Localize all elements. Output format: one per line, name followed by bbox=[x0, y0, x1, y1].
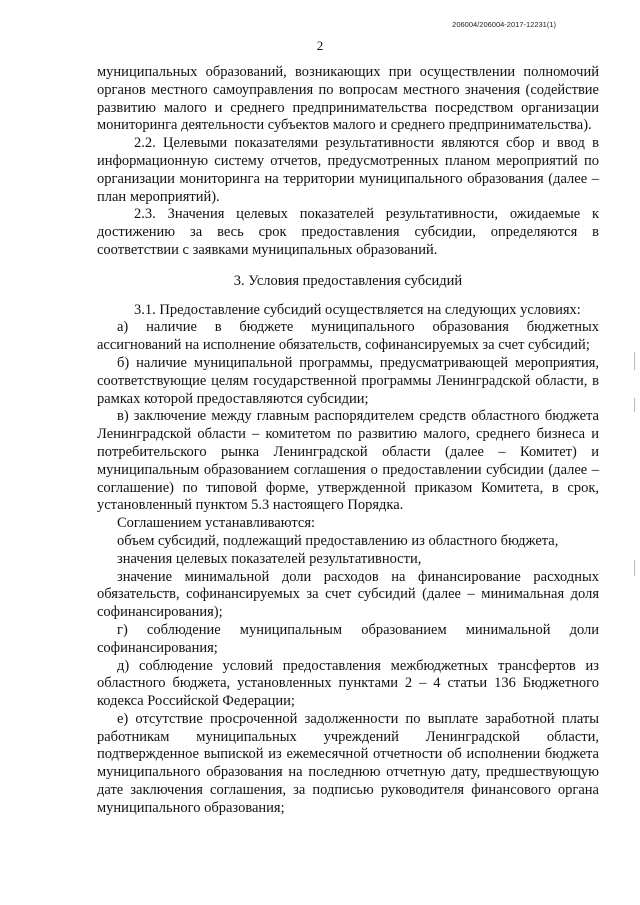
page-number: 2 bbox=[316, 38, 324, 53]
paragraph-3-1-g: г) соблюдение муниципальным образованием минимальной доли софинансирования; bbox=[97, 621, 599, 656]
paragraph-agreement-targets: значения целевых показателей результативности, bbox=[117, 550, 422, 567]
paragraph-1: муниципальных образований, возникающих при осуществлении полномочий органов местного самоуправления по вопросам местного значения (содействие развитию малого и среднего предпринимательства посредством организации мониторинга деятельности субъектов малого и среднего предпринимательства). bbox=[97, 64, 599, 134]
paragraph-2-2: 2.2. Целевыми показателями результативности являются сбор и ввод в информационную систему отчетов, предусмотренных планом мероприятий по организации мониторинга на территории муниципального образования (далее – план мероприятий). bbox=[97, 135, 599, 205]
document-body bbox=[97, 64, 599, 818]
scan-edge-mark bbox=[634, 560, 635, 576]
paragraph-3-1-b: б) наличие муниципальной программы, предусматривающей мероприятия, соответствующие целям государственной программы Ленинградской области, в рамках которой предоставляются субсидии; bbox=[97, 354, 599, 407]
scan-edge-mark bbox=[634, 398, 635, 412]
paragraph-3-1-a: а) наличие в бюджете муниципального образования бюджетных ассигнований на исполнение обязательств, софинансируемых за счет субсидий; bbox=[97, 319, 599, 354]
paragraph-2-3: 2.3. Значения целевых показателей результативности, ожидаемые к достижению за весь срок предоставления субсидии, определяются в соответствии с заявками муниципальных образований. bbox=[97, 206, 599, 258]
paragraph-3-1-d: д) соблюдение условий предоставления межбюджетных трансфертов из областного бюджета, установленных пунктами 2 – 4 статьи 136 Бюджетного кодекса Российской Федерации; bbox=[97, 657, 599, 710]
paragraph-3-1-e: е) отсутствие просроченной задолженности по выплате заработной платы работникам муниципальных учреждений Ленинградской области, подтвержденное выпиской из ежемесячной отчетности об исполнении бюджета муниципального образования на последнюю отчетную дату, предшествующую дате заключения соглашения, за подписью руководителя финансового органа муниципального образования; bbox=[97, 710, 599, 816]
document-number: 206004/206004-2017-12231(1) bbox=[452, 20, 556, 29]
paragraph-agreement-volume: объем субсидий, подлежащий предоставлению из областного бюджета, bbox=[117, 532, 559, 549]
paragraph-3-1: 3.1. Предоставление субсидий осуществляется на следующих условиях: bbox=[134, 301, 581, 318]
paragraph-agreement-min-share: значение минимальной доли расходов на финансирование расходных обязательств, софинансируемых за счет субсидий (далее – минимальная доля софинансирования); bbox=[97, 568, 599, 621]
paragraph-3-1-v: в) заключение между главным распорядителем средств областного бюджета Ленинградской области – комитетом по развитию малого, среднего бизнеса и потребительского рынка Ленинградской области (далее – Комитет) и муниципальным образованием соглашения о предоставлении субсидии (далее – соглашение) по типовой форме, утвержденной приказом Комитета, в срок, установленный пунктом 5.3 настоящего Порядка. bbox=[97, 408, 599, 514]
paragraph-agreement-intro: Соглашением устанавливаются: bbox=[117, 515, 316, 532]
section-heading-3: 3. Условия предоставления субсидий bbox=[233, 272, 463, 289]
scan-edge-mark bbox=[634, 352, 635, 370]
